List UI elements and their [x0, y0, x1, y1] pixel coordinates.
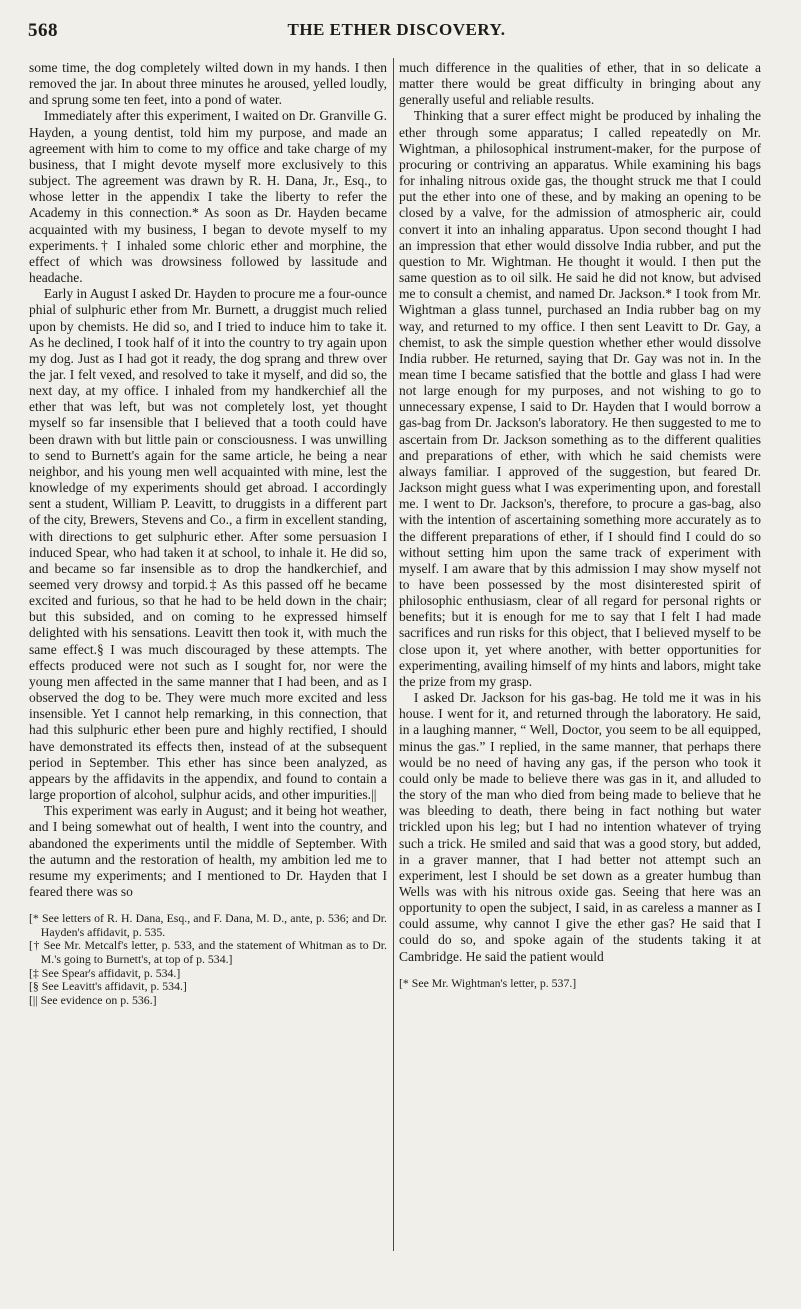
- footnote-text: See Spear's affidavit, p. 534.]: [41, 965, 181, 980]
- footnote-text: See evidence on p. 536.]: [40, 992, 157, 1007]
- page-number: 568: [28, 20, 58, 41]
- footnote-text: See Mr. Metcalf's letter, p. 533, and the statement of Whitman as to Dr. M.'s going to Burnett's, at top of p. 534.]: [40, 938, 388, 966]
- footnote: [29, 939, 387, 966]
- footnotes: [399, 977, 761, 991]
- footnotes: [29, 912, 387, 1007]
- paragraph: some time, the dog completely wilted down in my hands. I then removed the jar. In about three minutes he aroused, yelled loudly, and sprung some ten feet, into a pond of water.: [29, 60, 387, 108]
- footnote-mark: [||: [29, 992, 38, 1007]
- footnote-text: See letters of R. H. Dana, Esq., and F. Dana, M. D., ante, p. 536; and Dr. Hayden's affidavit, p. 535.: [40, 911, 387, 939]
- paragraph: Immediately after this experiment, I waited on Dr. Granville G. Hayden, a young dentist, told him my purpose, and made an agreement with him to come to my office and take charge of my business, that I might devote myself more exclusively to this subject. The agreement was drawn by R. H. Dana, Jr., Esq., to whose letter in the appendix I take the liberty to refer the Academy in this connection.* As soon as Dr. Hayden became acquainted with my business, I began to devote myself to my experiments.† I inhaled some chloric ether and morphine, the effect of which was drowsiness followed by lassitude and headache.: [29, 108, 387, 286]
- footnote: [29, 912, 387, 939]
- footnote: [29, 994, 387, 1008]
- footnote: [29, 967, 387, 981]
- paragraph: Early in August I asked Dr. Hayden to procure me a four-ounce phial of sulphuric ether from Mr. Burnett, a druggist much relied upon by chemists. He did so, and I tried to induce him to take it. As he declined, I took half of it into the country to try again upon my dog. Just as I had got it ready, the dog sprang and threw over the jar. I felt vexed, and resolved to take it myself, and did so, the next day, at my office. I inhaled from my handkerchief all the ether that was left, but was not completely lost, yet thought myself so far insensible that I believed that a tooth could have been drawn with but little pain or consciousness. I was unwilling to send to Burnett's again for the same article, he being a near neighbor, and his young men well acquainted with mine, lest the knowledge of my experiments should get abroad. I accordingly sent a student, William P. Leavitt, to druggists in a different part of the city, Brewers, Stevens and Co., a firm in excellent standing, with directions to get sulphuric ether. After some persuasion I induced Spear, who had taken it at school, to inhale it. He did so, and became so far insensible as to drop the handkerchief, and seemed very drowsy and torpid.‡ As this passed off he became excited and furious, so that he had to be held down in the chair; but this subsided, and on coming to he expressed himself delighted with his sensations. Leavitt then took it, with much the same effect.§ I was much discouraged by these attempts. The effects produced were not such as I sought for, nor were the young men affected in the same manner that I had been, and as I observed the dog to be. They were much more excited and less insensible. Yet I cannot help remarking, in this connection, that had this sulphuric ether been pure and highly rectified, I should have demonstrated its effects then, instead of at the subsequent period in September. This ether has since been analyzed, as appears by the affidavits in the appendix, and found to contain a large proportion of alcohol, sulphur acids, and other impurities.||: [29, 286, 387, 803]
- footnote-mark: [*: [399, 975, 409, 990]
- left-column: [29, 60, 387, 1007]
- footnote-mark: [†: [29, 938, 41, 953]
- footnote: [399, 977, 761, 991]
- column-divider: [393, 58, 394, 1251]
- paragraph: This experiment was early in August; and it being hot weather, and I being somewhat out of health, I went into the country, and abandoned the experiments until the middle of September. With the autumn and the restoration of health, my ambition led me to resume my experiments; and I mentioned to Dr. Hayden that I feared there was so: [29, 803, 387, 899]
- paragraph: much difference in the qualities of ether, that in so delicate a matter there would be great difficulty in bringing about any generally useful and reliable results.: [399, 60, 761, 108]
- footnote-text: See Leavitt's affidavit, p. 534.]: [41, 979, 187, 994]
- footnote-mark: [*: [29, 911, 39, 926]
- running-head: [28, 20, 765, 46]
- paragraph: Thinking that a surer effect might be produced by inhaling the ether through some apparatus; I called repeatedly on Mr. Wightman, a philosophical instrument-maker, for the purpose of procuring or contriving an apparatus. While examining his bags for inhaling nitrous oxide gas, the thought struck me that I could put the ether into one of these, and by making an opening to be closed by a valve, for the admission of atmospheric air, could convert it into an inhaling apparatus. Upon second thought I had an impression that ether would dissolve India rubber, and put the question to Mr. Wightman. He thought it would. I then put the same question as to oil silk. He said he did not know, but advised me to consult a chemist, and named Dr. Jackson.* I took from Mr. Wightman a glass tunnel, purchased an India rubber bag on my way, and returned to my office. I then sent Leavitt to Dr. Gay, a chemist, to ask the simple question whether ether would dissolve India rubber. He returned, saying that Dr. Gay was not in. In the mean time I became satisfied that the bottle and glass I had were not large enough for my purposes, and not wishing to go to unnecessary expense, I said to Dr. Hayden that I would borrow a gas-bag from Dr. Jackson's laboratory. He then suggested to me to ascertain from Dr. Jackson something as to the different qualities and preparations of ether, with which he said chemists were always familiar. I approved of the suggestion, but feared Dr. Jackson might guess what I was experimenting upon, and forestall me. I went to Dr. Jackson's, therefore, to procure a gas-bag, also with the intention of ascertaining something more accurately as to the different preparations of ether, if I should find I could do so without setting him upon the same track of experiment with myself. I am aware that by this admission I may show myself not to have been possessed by the most disinterested spirit of philosophic enthusiasm, clear of all regard for personal rights or benefits; but it is enough for me to say that I felt I had made sacrifices and run risks for this object, that I believed myself to be close upon it, yet where another, with better opportunities for experimenting, availing himself of my hints and labors, might take the prize from my grasp.: [399, 108, 761, 689]
- paragraph: I asked Dr. Jackson for his gas-bag. He told me it was in his house. I went for it, and returned through the laboratory. He said, in a laughing manner, “ Well, Doctor, you seem to be all equipped, minus the gas.” I replied, in the same manner, that perhaps there would be no need of having any gas, if the person who took it could only be made to believe there was gas in it, and alluded to the story of the man who died from being made to believe that he was bleeding to death, there being in fact nothing but water trickled upon his leg; but I had no intention whatever of trying such a trick. He smiled and said that was a good story, but added, in a graver manner, that I had better not attempt such an experiment, lest I should be set down as a greater humbug than Wells was with his nitrous oxide gas. Seeing that here was an opportunity to open the subject, I said, in as careless a manner as I could assume, why cannot I give the ether gas? He said that I could do so, and spoke again of the students taking it at Cambridge. He said the patient would: [399, 690, 761, 964]
- running-title: THE ETHER DISCOVERY.: [287, 20, 506, 39]
- right-column: [399, 60, 761, 990]
- footnote-mark: [§: [29, 979, 39, 994]
- footnote-mark: [‡: [29, 965, 39, 980]
- footnote: [29, 980, 387, 994]
- footnote-text: See Mr. Wightman's letter, p. 537.]: [411, 975, 577, 990]
